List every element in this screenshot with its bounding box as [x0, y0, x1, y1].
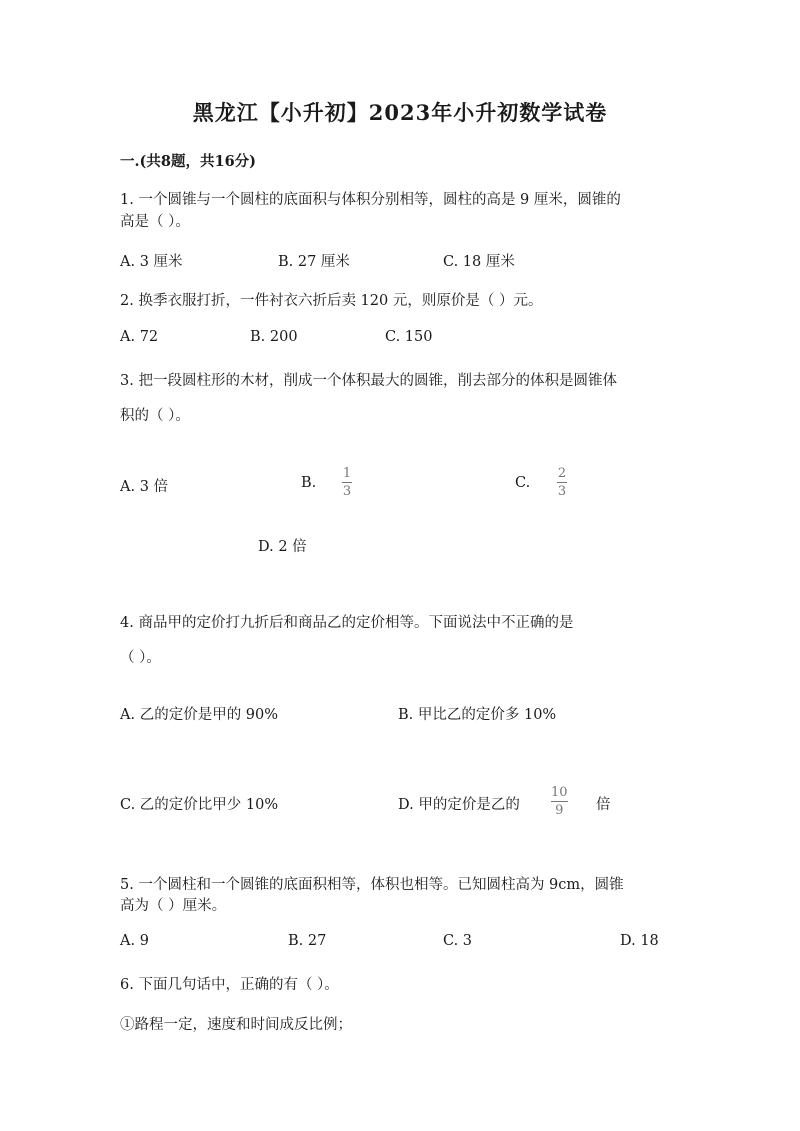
fraction-bar [551, 801, 568, 802]
question-4-option-b: B. 甲比乙的定价多 10% [398, 707, 557, 723]
fraction-numerator: 10 [551, 785, 568, 800]
fraction-numerator: 2 [557, 466, 567, 481]
question-3-option-a: A. 3 倍 [120, 479, 169, 495]
question-4-line-1: 4. 商品甲的定价打九折后和商品乙的定价相等。下面说法中不正确的是 [120, 615, 574, 631]
question-2-line-1: 2. 换季衣服打折，一件衬衣六折后卖 120 元，则原价是（ ）元。 [120, 293, 543, 309]
question-1-line-1: 1. 一个圆锥与一个圆柱的底面积与体积分别相等，圆柱的高是 9 厘米，圆锥的 [120, 192, 621, 208]
question-5-option-d: D. 18 [620, 933, 659, 949]
section-header: 一.(共8题，共16分) [120, 153, 257, 170]
question-1-option-a: A. 3 厘米 [120, 254, 183, 270]
question-1-line-2: 高是（ ）。 [120, 214, 190, 230]
question-3-line-2: 积的（ ）。 [120, 408, 190, 424]
question-3-option-c-label: C. [515, 475, 531, 491]
question-2-option-a: A. 72 [120, 329, 159, 345]
question-4-option-d-suffix: 倍 [596, 797, 611, 813]
question-5-line-1: 5. 一个圆柱和一个圆锥的底面积相等，体积也相等。已知圆柱高为 9cm，圆锥 [120, 877, 624, 893]
question-6-line-1: 6. 下面几句话中，正确的有（ ）。 [120, 977, 339, 993]
question-4-line-2: （ ）。 [120, 650, 161, 666]
question-5-option-a: A. 9 [120, 933, 149, 949]
question-5-line-2: 高为（ ）厘米。 [120, 898, 227, 914]
question-4-option-d-prefix: D. 甲的定价是乙的 [398, 797, 520, 813]
fraction-numerator: 1 [342, 466, 352, 481]
fraction-bar [557, 482, 567, 483]
question-5-option-b: B. 27 [288, 933, 327, 949]
question-2-option-b: B. 200 [250, 329, 298, 345]
question-3-option-d: D. 2 倍 [258, 539, 307, 555]
question-1-option-c: C. 18 厘米 [443, 254, 515, 270]
fraction-denominator: 3 [557, 484, 567, 499]
fraction-denominator: 9 [555, 803, 564, 818]
question-3-line-1: 3. 把一段圆柱形的木材，削成一个体积最大的圆锥，削去部分的体积是圆锥体 [120, 373, 617, 389]
question-3-option-c-fraction [557, 467, 567, 498]
question-4-option-a: A. 乙的定价是甲的 90% [120, 707, 279, 723]
fraction-denominator: 3 [342, 484, 352, 499]
question-4-option-d-fraction [551, 786, 568, 817]
fraction-bar [342, 482, 352, 483]
question-2-option-c: C. 150 [385, 329, 433, 345]
question-6-item-1: ①路程一定，速度和时间成反比例； [120, 1017, 352, 1033]
question-3-option-b-label: B. [301, 475, 317, 491]
question-3-option-b-fraction [342, 467, 352, 498]
page-title: 黑龙江【小升初】2023年小升初数学试卷 [192, 100, 608, 125]
question-5-option-c: C. 3 [443, 933, 473, 949]
question-1-option-b: B. 27 厘米 [278, 254, 350, 270]
question-4-option-c: C. 乙的定价比甲少 10% [120, 797, 279, 813]
